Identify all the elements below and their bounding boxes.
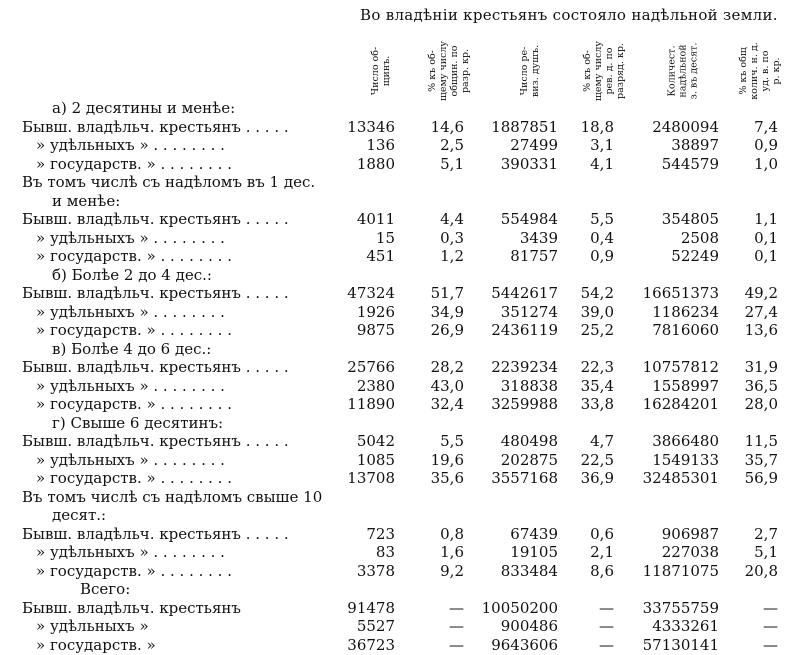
row-label: а) 2 десятины и менѣе: [52, 99, 236, 117]
table-cell: 0,4 [590, 229, 614, 247]
column-header-text: Количест. надѣльной з. въ десят. [666, 42, 700, 100]
table-cell: 1,0 [754, 155, 778, 173]
table-cell: 16651373 [642, 284, 719, 302]
table-cell: 0,9 [754, 136, 778, 154]
table-row [0, 320, 804, 340]
row-label: » удѣльныхъ » . . . . . . . . [36, 377, 225, 395]
table-cell: 1085 [356, 451, 395, 469]
table-cell: 35,7 [744, 451, 778, 469]
table-cell: — [599, 617, 614, 635]
table-cell: 20,8 [744, 562, 778, 580]
table-title: Во владѣніи крестьянъ состояло надѣльной земли. [360, 6, 778, 24]
table-row [0, 246, 804, 266]
table-cell: — [599, 599, 614, 617]
row-label: » удѣльныхъ » [36, 617, 149, 635]
table-cell: 10757812 [642, 358, 719, 376]
column-header-text: % къ общ колич. н. д. уд. в. по р. кр. [738, 42, 782, 100]
table-cell: 318838 [500, 377, 558, 395]
table-cell: 2380 [356, 377, 395, 395]
table-cell: 32485301 [642, 469, 719, 487]
table-cell: 81757 [510, 247, 558, 265]
table-cell: — [449, 599, 464, 617]
table-cell: 7,4 [754, 118, 778, 136]
table-cell: 27499 [510, 136, 558, 154]
table-cell: 906987 [661, 525, 719, 543]
table-row [0, 598, 804, 618]
row-label: » удѣльныхъ » . . . . . . . . [36, 543, 225, 561]
table-cell: 0,9 [590, 247, 614, 265]
table-cell: 49,2 [744, 284, 778, 302]
table-row [0, 394, 804, 414]
table-cell: 4,1 [590, 155, 614, 173]
table-cell: 67439 [510, 525, 558, 543]
table-cell: 390331 [500, 155, 558, 173]
row-label: г) Свыше 6 десятинъ: [52, 414, 224, 432]
table-cell: 2480094 [652, 118, 719, 136]
table-row [0, 135, 804, 155]
table-row [0, 616, 804, 636]
row-label: Всего: [80, 580, 131, 598]
table-row [0, 228, 804, 248]
table-cell: 2239234 [491, 358, 558, 376]
table-cell: 10050200 [481, 599, 558, 617]
table-cell: 3439 [519, 229, 558, 247]
row-label: » государств. » . . . . . . . . [36, 562, 232, 580]
table-cell: 47324 [347, 284, 395, 302]
row-label: б) Болѣе 2 до 4 дес.: [52, 266, 212, 284]
table-row [0, 265, 804, 285]
table-cell: 19,6 [430, 451, 464, 469]
table-row [0, 561, 804, 581]
table-cell: 2,5 [440, 136, 464, 154]
table-row [0, 413, 804, 433]
table-cell: 4,7 [590, 432, 614, 450]
table-cell: 36723 [347, 636, 395, 654]
table-row [0, 302, 804, 322]
table-cell: 9643606 [491, 636, 558, 654]
table-cell: 38897 [671, 136, 719, 154]
table-row [0, 117, 804, 137]
row-label: » удѣльныхъ » . . . . . . . . [36, 303, 225, 321]
table-row [0, 98, 804, 118]
row-label: десят.: [52, 506, 107, 524]
row-label: » государств. » . . . . . . . . [36, 155, 232, 173]
table-cell: 34,9 [430, 303, 464, 321]
table-cell: 18,8 [580, 118, 614, 136]
table-cell: 4011 [356, 210, 395, 228]
table-cell: 554984 [500, 210, 558, 228]
table-cell: 15 [375, 229, 395, 247]
row-label: » удѣльныхъ » . . . . . . . . [36, 229, 225, 247]
table-cell: 43,0 [430, 377, 464, 395]
table-cell: 27,4 [744, 303, 778, 321]
table-cell: 1,2 [440, 247, 464, 265]
row-label: Бывш. владѣльч. крестьянъ . . . . . [22, 284, 289, 302]
table-cell: 1549133 [652, 451, 719, 469]
table-cell: 4333261 [652, 617, 719, 635]
table-cell: 16284201 [642, 395, 719, 413]
table-cell: 26,9 [430, 321, 464, 339]
table-cell: 39,0 [580, 303, 614, 321]
table-row [0, 357, 804, 377]
table-cell: 31,9 [744, 358, 778, 376]
row-label: » государств. » . . . . . . . . [36, 247, 232, 265]
table-cell: 25766 [347, 358, 395, 376]
table-cell: 28,0 [744, 395, 778, 413]
table-row [0, 635, 804, 655]
table-cell: 5,5 [590, 210, 614, 228]
table-cell: 56,9 [744, 469, 778, 487]
table-cell: 22,3 [580, 358, 614, 376]
table-cell: 52249 [671, 247, 719, 265]
table-cell: 35,4 [580, 377, 614, 395]
table-cell: 25,2 [580, 321, 614, 339]
table-cell: 11890 [347, 395, 395, 413]
table-cell: 3557168 [491, 469, 558, 487]
row-label: » государств. » . . . . . . . . [36, 469, 232, 487]
table-cell: 1,1 [754, 210, 778, 228]
table-cell: 28,2 [430, 358, 464, 376]
table-cell: 9,2 [440, 562, 464, 580]
table-cell: 13346 [347, 118, 395, 136]
column-header-text: Число ре- виз. душъ. [519, 44, 541, 98]
table-cell: 0,6 [590, 525, 614, 543]
row-label: Бывш. владѣльч. крестьянъ . . . . . [22, 210, 289, 228]
table-cell: 32,4 [430, 395, 464, 413]
row-label: Бывш. владѣльч. крестьянъ . . . . . [22, 432, 289, 450]
table-cell: — [763, 636, 778, 654]
table-cell: 14,6 [430, 118, 464, 136]
table-cell: 33755759 [642, 599, 719, 617]
table-row [0, 542, 804, 562]
row-label: » удѣльныхъ » . . . . . . . . [36, 451, 225, 469]
table-cell: 3,1 [590, 136, 614, 154]
column-header-text: % къ об- щему числу общин. по разр. кр. [427, 40, 471, 102]
table-cell: 3378 [356, 562, 395, 580]
row-label: » государств. » . . . . . . . . [36, 395, 232, 413]
table-cell: 35,6 [430, 469, 464, 487]
table-cell: 833484 [500, 562, 558, 580]
row-label: » удѣльныхъ » . . . . . . . . [36, 136, 225, 154]
table-cell: 1186234 [652, 303, 719, 321]
table-cell: 544579 [661, 155, 719, 173]
table-row [0, 468, 804, 488]
table-row [0, 191, 804, 211]
table-cell: 51,7 [430, 284, 464, 302]
column-header-text: % къ об- щему числу рев. д. по разряд. кр. [582, 40, 626, 102]
table-cell: 0,1 [754, 229, 778, 247]
table-row [0, 505, 804, 525]
row-label: Въ томъ числѣ съ надѣломъ свыше 10 [22, 488, 323, 506]
table-cell: — [763, 617, 778, 635]
table-cell: 36,9 [580, 469, 614, 487]
table-cell: 11871075 [642, 562, 719, 580]
table-cell: — [449, 617, 464, 635]
table-row [0, 431, 804, 451]
table-cell: 227038 [661, 543, 719, 561]
table-cell: 57130141 [642, 636, 719, 654]
table-cell: 2508 [680, 229, 719, 247]
table-cell: 0,1 [754, 247, 778, 265]
row-label: Въ томъ числѣ съ надѣломъ въ 1 дес. [22, 173, 316, 191]
table-cell: 3866480 [652, 432, 719, 450]
table-cell: 83 [375, 543, 395, 561]
table-cell: 8,6 [590, 562, 614, 580]
table-cell: 1880 [356, 155, 395, 173]
table-row [0, 487, 804, 507]
table-cell: 5,1 [440, 155, 464, 173]
table-row [0, 209, 804, 229]
table-cell: 33,8 [580, 395, 614, 413]
table-cell: 2,7 [754, 525, 778, 543]
table-cell: 11,5 [744, 432, 778, 450]
table-cell: 451 [366, 247, 395, 265]
table-cell: 5527 [356, 617, 395, 635]
table-cell: 1926 [356, 303, 395, 321]
row-label: и менѣе: [52, 192, 121, 210]
row-label: Бывш. владѣльч. крестьянъ [22, 599, 241, 617]
table-cell: 2436119 [491, 321, 558, 339]
table-cell: 136 [366, 136, 395, 154]
table-cell: 1558997 [652, 377, 719, 395]
table-cell: 22,5 [580, 451, 614, 469]
table-cell: 36,5 [744, 377, 778, 395]
table-cell: 480498 [500, 432, 558, 450]
table-cell: 54,2 [580, 284, 614, 302]
row-label: Бывш. владѣльч. крестьянъ . . . . . [22, 525, 289, 543]
table-cell: 5,5 [440, 432, 464, 450]
table-cell: 19105 [510, 543, 558, 561]
table-cell: 9875 [356, 321, 395, 339]
table-cell: 0,3 [440, 229, 464, 247]
table-row [0, 283, 804, 303]
table-row [0, 524, 804, 544]
table-cell: 1887851 [491, 118, 558, 136]
table-cell: 354805 [661, 210, 719, 228]
table-row [0, 172, 804, 192]
table-cell: 723 [366, 525, 395, 543]
table-cell: 13,6 [744, 321, 778, 339]
row-label: » государств. » . . . . . . . . [36, 321, 232, 339]
table-row [0, 579, 804, 599]
table-cell: 5442617 [491, 284, 558, 302]
column-header-text: Число об- щинъ. [370, 46, 392, 96]
table-cell: 900486 [500, 617, 558, 635]
table-cell: 1,6 [440, 543, 464, 561]
table-cell: 202875 [500, 451, 558, 469]
table-cell: — [763, 599, 778, 617]
table-cell: 4,4 [440, 210, 464, 228]
table-cell: 5,1 [754, 543, 778, 561]
table-cell: 91478 [347, 599, 395, 617]
table-row [0, 376, 804, 396]
row-label: Бывш. владѣльч. крестьянъ . . . . . [22, 358, 289, 376]
row-label: Бывш. владѣльч. крестьянъ . . . . . [22, 118, 289, 136]
table-row [0, 154, 804, 174]
row-label: » государств. » [36, 636, 156, 654]
table-cell: — [599, 636, 614, 654]
table-cell: — [449, 636, 464, 654]
table-row [0, 339, 804, 359]
table-cell: 2,1 [590, 543, 614, 561]
table-row [0, 450, 804, 470]
table-cell: 7816060 [652, 321, 719, 339]
row-label: в) Болѣе 4 до 6 дес.: [52, 340, 212, 358]
table-cell: 3259988 [491, 395, 558, 413]
table-cell: 5042 [356, 432, 395, 450]
table-cell: 0,8 [440, 525, 464, 543]
table-cell: 13708 [347, 469, 395, 487]
table-cell: 351274 [500, 303, 558, 321]
